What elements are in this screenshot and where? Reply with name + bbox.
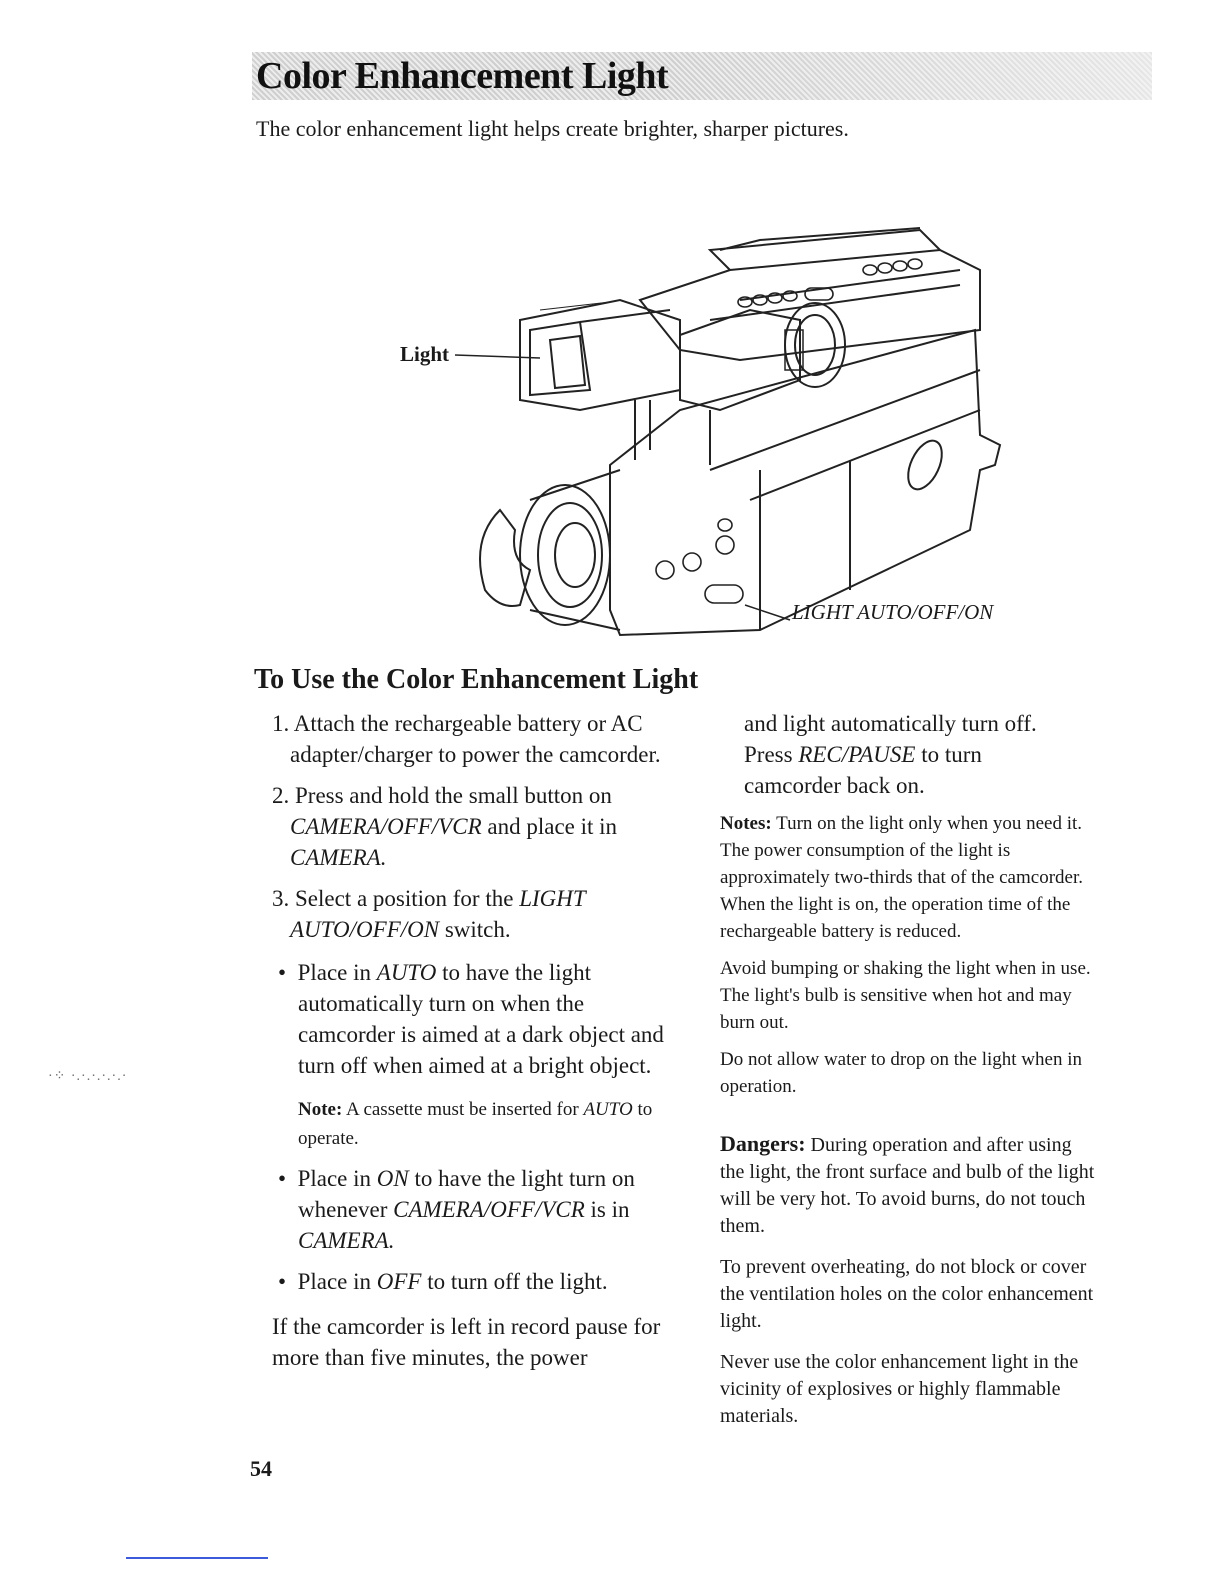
- bullet-dot: •: [278, 1269, 298, 1294]
- water-text: Do not allow water to drop on the light when in operation.: [720, 1049, 1082, 1097]
- avoid-text: Avoid bumping or shaking the light when in use. The light's bulb is sensitive when hot and may burn out.: [720, 958, 1091, 1033]
- dangers-paragraph: [720, 1130, 1100, 1240]
- bullet-on: [272, 1163, 688, 1256]
- step-3: [272, 883, 702, 945]
- bottom-rule: [126, 1557, 268, 1559]
- bullet-on-em3: CAMERA.: [298, 1228, 395, 1253]
- never-text: Never use the color enhancement light in the vicinity of explosives or highly flammable materials.: [720, 1351, 1079, 1427]
- overheat-text: To prevent overheating, do not block or cover the ventilation holes on the color enhancement light.: [720, 1256, 1094, 1332]
- dangers-text: During operation and after using the light, the front surface and bulb of the light will be very hot. To avoid burns, do not touch them.: [720, 1134, 1095, 1237]
- bullet-on-em2: CAMERA/OFF/VCR: [393, 1197, 585, 1222]
- figure-label-light: Light: [400, 342, 450, 366]
- bullet-off-em: OFF: [376, 1269, 422, 1294]
- notes-paragraph: [720, 810, 1100, 945]
- avoid-paragraph: [720, 955, 1100, 1036]
- bullet-auto-pre: Place in: [297, 960, 372, 985]
- step-2-em2: CAMERA.: [290, 845, 387, 870]
- light-switch: [705, 585, 743, 603]
- bullet-off-post: to turn off the light.: [427, 1269, 608, 1294]
- step-2-pre: 2. Press and hold the small button on: [272, 783, 612, 808]
- bullet-on-mid: to have the light turn on whenever: [298, 1166, 635, 1222]
- step-3-post: switch.: [444, 917, 511, 942]
- left-column: [272, 708, 702, 1373]
- title-banner-fade: [672, 52, 1152, 100]
- auto-note-em: AUTO: [583, 1099, 633, 1120]
- bullet-off-pre: Place in: [297, 1269, 372, 1294]
- step-2-em1: CAMERA/OFF/VCR: [290, 814, 482, 839]
- record-pause-paragraph: [272, 1311, 672, 1373]
- record-pause-text: If the camcorder is left in record pause for more than five minutes, the power: [272, 1314, 661, 1370]
- step-2-mid: and place it in: [487, 814, 618, 839]
- step-1-text: 1. Attach the rechargeable battery or AC adapter/charger to power the camcorder.: [272, 711, 661, 767]
- bullet-on-em: ON: [376, 1166, 409, 1191]
- notes-label: Notes:: [720, 813, 772, 834]
- front-buttons: [656, 519, 734, 579]
- notes-block: [720, 810, 1100, 1430]
- light-unit: [520, 300, 680, 410]
- continuation-em: REC/PAUSE: [798, 742, 916, 767]
- hand-strap: [480, 510, 530, 606]
- section-heading: To Use the Color Enhancement Light: [254, 664, 699, 695]
- continuation-text-1: and light automatically turn off.: [744, 711, 1037, 736]
- auto-note-label: Note:: [298, 1099, 343, 1120]
- continuation-post: to turn camcorder back on.: [744, 742, 982, 798]
- camcorder-body: [610, 330, 1000, 635]
- lens: [520, 470, 620, 630]
- dangers-label: Dangers:: [720, 1131, 806, 1156]
- auto-note: [272, 1095, 658, 1153]
- bullet-dot: •: [278, 960, 298, 985]
- bullet-auto: [272, 957, 678, 1081]
- bullet-auto-post: to have the light automatically turn on when the camcorder is aimed at a dark object and turn off when aimed at a bright object.: [298, 960, 664, 1078]
- side-vent: [901, 436, 948, 495]
- intro-text: The color enhancement light helps create brighter, sharper pictures.: [256, 116, 849, 141]
- step-3-em: LIGHT AUTO/OFF/ON: [290, 886, 586, 942]
- scan-speck: ·⁘ ·.·.·.·.·.·: [48, 1069, 128, 1084]
- step-2: [272, 780, 702, 873]
- bullet-on-mid2: is in: [590, 1197, 630, 1222]
- auto-note-post: to operate.: [298, 1099, 653, 1149]
- continuation-pre: Press: [744, 742, 793, 767]
- right-column-continuation: [744, 708, 1084, 801]
- overheat-paragraph: [720, 1254, 1100, 1335]
- step-3-pre: 3. Select a position for the: [272, 886, 514, 911]
- camcorder-illustration: [380, 210, 1060, 650]
- bullet-on-pre: Place in: [297, 1166, 372, 1191]
- step-1: [272, 708, 702, 770]
- figure-label-switch: LIGHT AUTO/OFF/ON: [792, 600, 994, 624]
- auto-note-text: A cassette must be inserted for: [346, 1099, 579, 1120]
- notes-text: Turn on the light only when you need it. The power consumption of the light is approximately two-thirds that of the camcorder. When the light is on, the operation time of the rechargeable battery is reduced.: [720, 813, 1083, 942]
- page-title: Color Enhancement Light: [256, 55, 669, 97]
- bullet-auto-em: AUTO: [376, 960, 437, 985]
- bullet-dot: •: [278, 1166, 298, 1191]
- page-number: 54: [250, 1456, 272, 1481]
- water-paragraph: [720, 1046, 1100, 1100]
- never-paragraph: [720, 1349, 1100, 1430]
- bullet-off: [272, 1266, 702, 1297]
